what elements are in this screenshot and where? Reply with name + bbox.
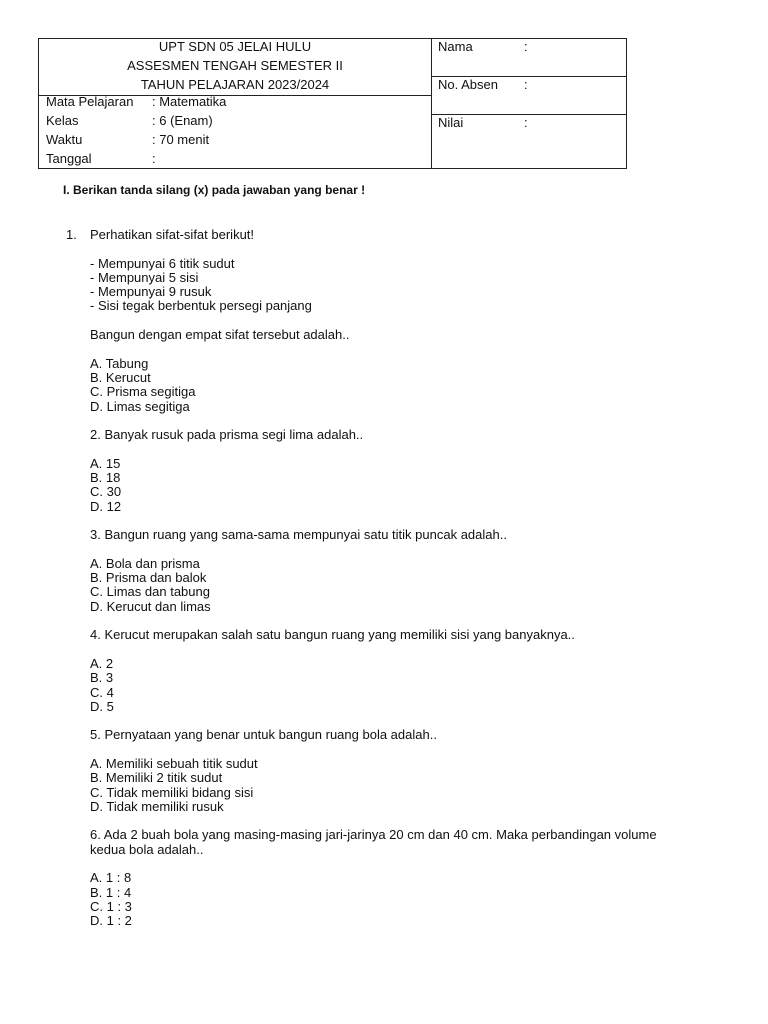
answer-option: D. Tidak memiliki rusuk [90, 798, 224, 814]
question-6-text-line-1: 6. Ada 2 buah bola yang masing-masing jari-jarinya 20 cm dan 40 cm. Maka perbandingan volume [90, 827, 657, 843]
info-label: Kelas [46, 113, 79, 128]
answer-option: D. 12 [90, 498, 122, 514]
answer-option: C. 30 [90, 484, 122, 500]
answer-option: A. 2 [90, 655, 114, 671]
question-1-text: Bangun dengan empat sifat tersebut adalah.. [90, 327, 350, 343]
student-score-field [432, 115, 626, 168]
school-name: UPT SDN 05 JELAI HULU [158, 39, 312, 54]
property-item: - Mempunyai 6 titik sudut [90, 255, 235, 271]
answer-option: A. 15 [90, 455, 121, 471]
answer-option: B. 1 : 4 [90, 884, 132, 900]
answer-option: B. 18 [90, 470, 121, 486]
section-instruction: I. Berikan tanda silang (x) pada jawaban yang benar ! [63, 183, 366, 197]
question-6-text-line-2: kedua bola adalah.. [90, 841, 204, 857]
answer-option: C. 4 [90, 684, 114, 700]
student-colon: : [524, 115, 528, 130]
question-5-text: 5. Pernyataan yang benar untuk bangun ruang bola adalah.. [90, 727, 437, 743]
question-list [90, 228, 710, 929]
property-item: - Mempunyai 5 sisi [90, 269, 199, 285]
answer-option: A. Bola dan prisma [90, 555, 200, 571]
info-value: : 6 (Enam) [152, 113, 213, 128]
answer-option: D. 1 : 2 [90, 913, 132, 929]
answer-option: A. 1 : 8 [90, 870, 132, 886]
question-3-text: 3. Bangun ruang yang sama-sama mempunyai satu titik puncak adalah.. [90, 527, 507, 543]
answer-option: D. 5 [90, 698, 114, 714]
question-4-text: 4. Kerucut merupakan salah satu bangun ruang yang memiliki sisi yang banyaknya.. [90, 627, 575, 643]
question-2-text: 2. Banyak rusuk pada prisma segi lima adalah.. [90, 427, 364, 443]
answer-option: A. Memiliki sebuah titik sudut [90, 755, 258, 771]
academic-year: TAHUN PELAJARAN 2023/2024 [140, 77, 330, 92]
student-label: No. Absen [438, 77, 498, 92]
student-label: Nama [438, 39, 473, 54]
exam-title: ASSESMEN TENGAH SEMESTER II [127, 58, 343, 73]
property-item: - Sisi tegak berbentuk persegi panjang [90, 298, 312, 314]
info-value: : Matematika [152, 94, 227, 109]
student-name-field [432, 39, 626, 77]
info-label: Waktu [46, 132, 83, 147]
student-colon: : [524, 77, 528, 92]
student-absen-field [432, 77, 626, 115]
answer-option: A. Tabung [90, 355, 149, 371]
answer-option: C. Limas dan tabung [90, 584, 210, 600]
student-label: Nilai [438, 115, 464, 130]
answer-option: C. Prisma segitiga [90, 384, 196, 400]
question-1-intro: Perhatikan sifat-sifat berikut! [90, 227, 255, 242]
answer-option: C. Tidak memiliki bidang sisi [90, 784, 254, 800]
exam-header-table [38, 38, 627, 169]
student-colon: : [524, 39, 528, 54]
answer-option: C. 1 : 3 [90, 898, 132, 914]
exam-info-panel [39, 39, 432, 168]
student-info-panel [432, 39, 626, 168]
answer-option: B. Kerucut [90, 369, 151, 385]
answer-option: B. Prisma dan balok [90, 570, 207, 586]
question-1-number: 1. [66, 227, 77, 242]
answer-option: D. Limas segitiga [90, 398, 190, 414]
property-item: - Mempunyai 9 rusuk [90, 284, 212, 300]
info-value: : [152, 151, 156, 166]
answer-option: B. Memiliki 2 titik sudut [90, 770, 223, 786]
answer-option: B. 3 [90, 670, 114, 686]
info-label: Tanggal [46, 151, 92, 166]
info-label: Mata Pelajaran [46, 94, 134, 109]
info-value: : 70 menit [152, 132, 210, 147]
answer-option: D. Kerucut dan limas [90, 598, 211, 614]
